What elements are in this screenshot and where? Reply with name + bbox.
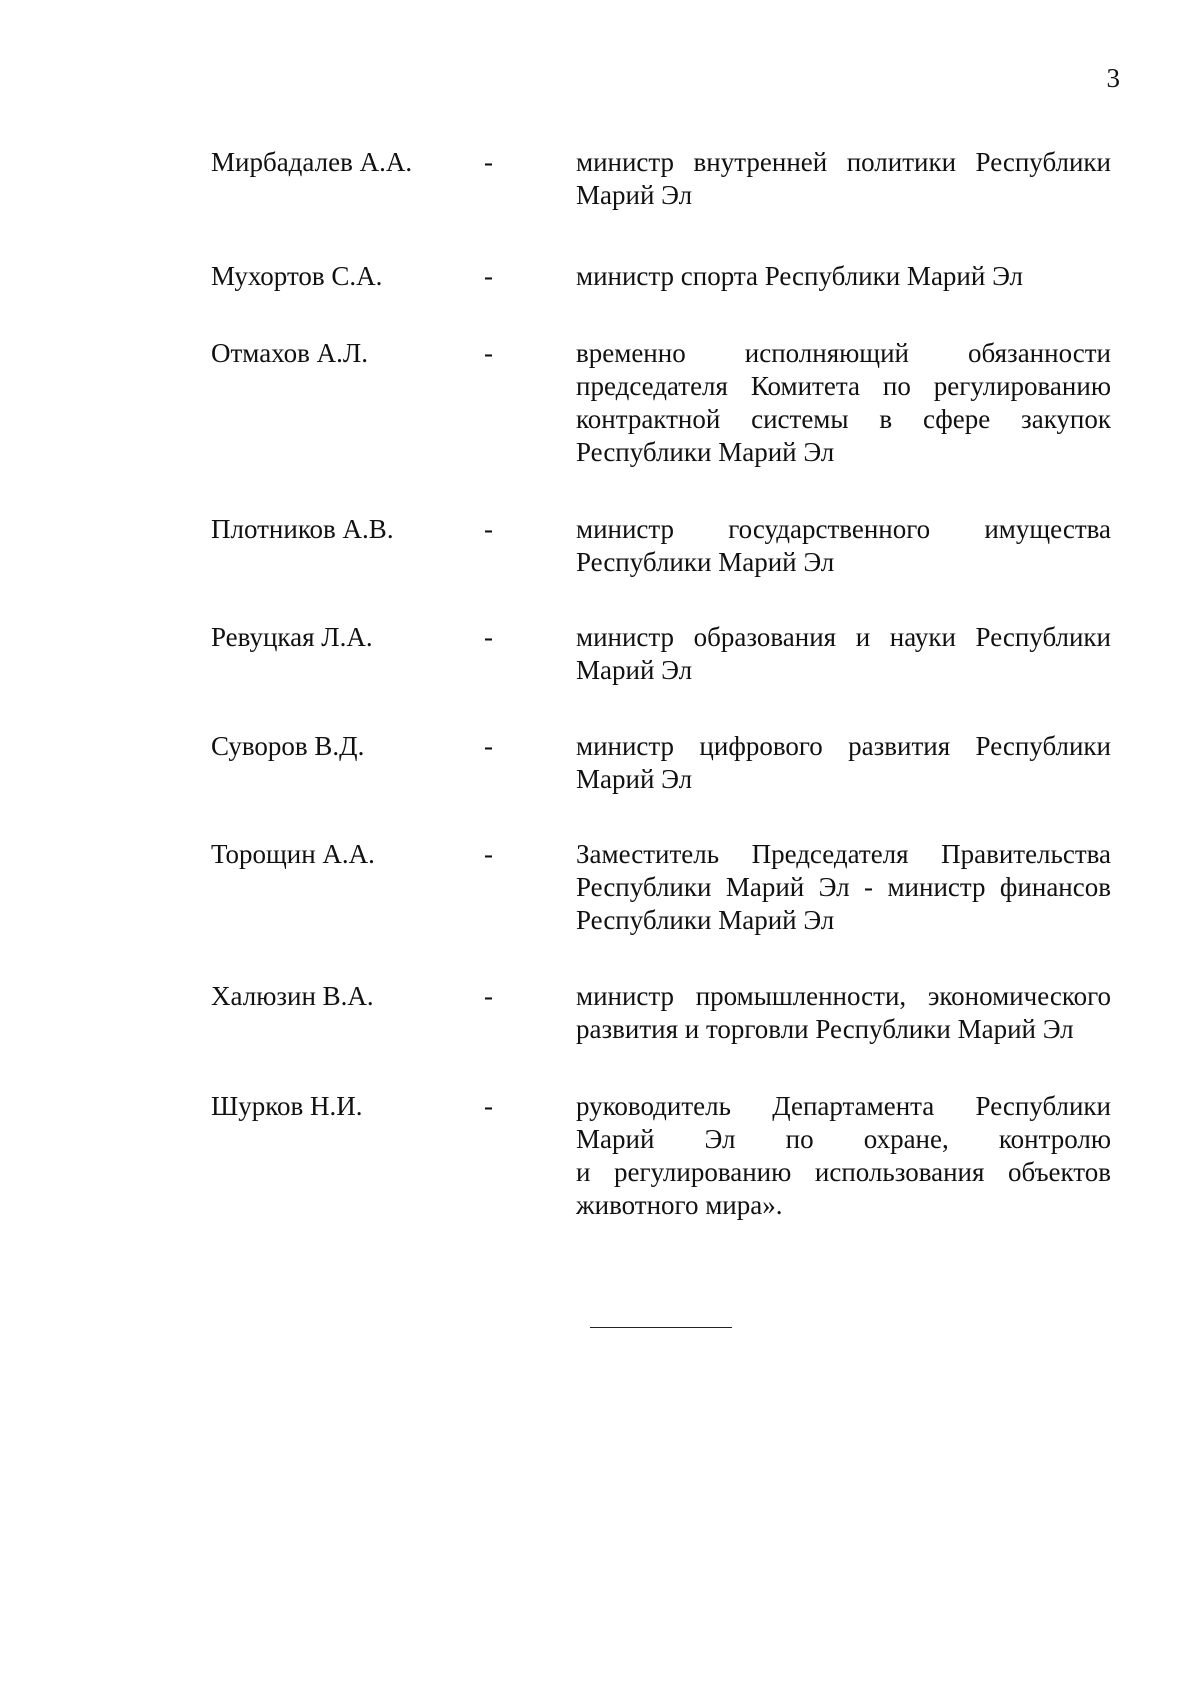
member-name: Мухортов С.А. (211, 261, 383, 291)
role-line: руководитель Департамента Республики (576, 1091, 1111, 1121)
member-role (576, 838, 1111, 937)
role-line: Марий Эл (576, 764, 693, 794)
member-role (576, 730, 1111, 796)
separator-dash: - (484, 981, 493, 1011)
role-line: министр внутренней политики Республики (576, 147, 1111, 177)
member-name: Плотников А.В. (211, 514, 394, 544)
role-line: Республики Марий Эл (576, 905, 835, 935)
role-line: животного мира». (576, 1190, 783, 1220)
role-line: временно исполняющий обязанности (576, 338, 1111, 368)
separator-dash: - (484, 839, 493, 869)
end-rule (590, 1327, 732, 1328)
role-line: развития и торговли Республики Марий Эл (576, 1014, 1074, 1044)
member-name: Мирбадалев А.А. (211, 147, 413, 177)
page-number: 3 (1106, 63, 1120, 93)
member-name: Суворов В.Д. (211, 731, 365, 761)
role-line: министр государственного имущества (576, 514, 1111, 544)
separator-dash: - (484, 731, 493, 761)
separator-dash: - (484, 338, 493, 368)
member-name: Торощин А.А. (211, 839, 375, 869)
member-role (576, 513, 1111, 579)
member-name: Шурков Н.И. (211, 1091, 363, 1121)
role-line: Республики Марий Эл (576, 437, 835, 467)
role-line: Заместитель Председателя Правительства (576, 839, 1111, 869)
member-role (576, 337, 1111, 469)
member-role (576, 260, 1111, 293)
member-role (576, 621, 1111, 687)
separator-dash: - (484, 147, 493, 177)
role-line: министр промышленности, экономического (576, 981, 1111, 1011)
separator-dash: - (484, 514, 493, 544)
member-name: Халюзин В.А. (211, 981, 374, 1011)
member-role (576, 980, 1111, 1046)
role-line: председателя Комитета по регулированию (576, 371, 1111, 401)
role-line: Марий Эл по охране, контролю (576, 1124, 1111, 1154)
separator-dash: - (484, 622, 493, 652)
member-name: Отмахов А.Л. (211, 338, 368, 368)
member-role (576, 146, 1111, 212)
role-line: Марий Эл (576, 180, 693, 210)
role-line: и регулированию использования объектов (576, 1157, 1111, 1187)
role-line: Республики Марий Эл (576, 547, 835, 577)
role-line: Марий Эл (576, 655, 693, 685)
role-line: контрактной системы в сфере закупок (576, 404, 1111, 434)
member-name: Ревуцкая Л.А. (211, 622, 373, 652)
separator-dash: - (484, 1091, 493, 1121)
role-line: министр цифрового развития Республики (576, 731, 1111, 761)
member-role (576, 1090, 1111, 1222)
role-line: министр образования и науки Республики (576, 622, 1111, 652)
role-line: министр спорта Республики Марий Эл (576, 261, 1024, 291)
role-line: Республики Марий Эл - министр финансов (576, 872, 1111, 902)
separator-dash: - (484, 261, 493, 291)
